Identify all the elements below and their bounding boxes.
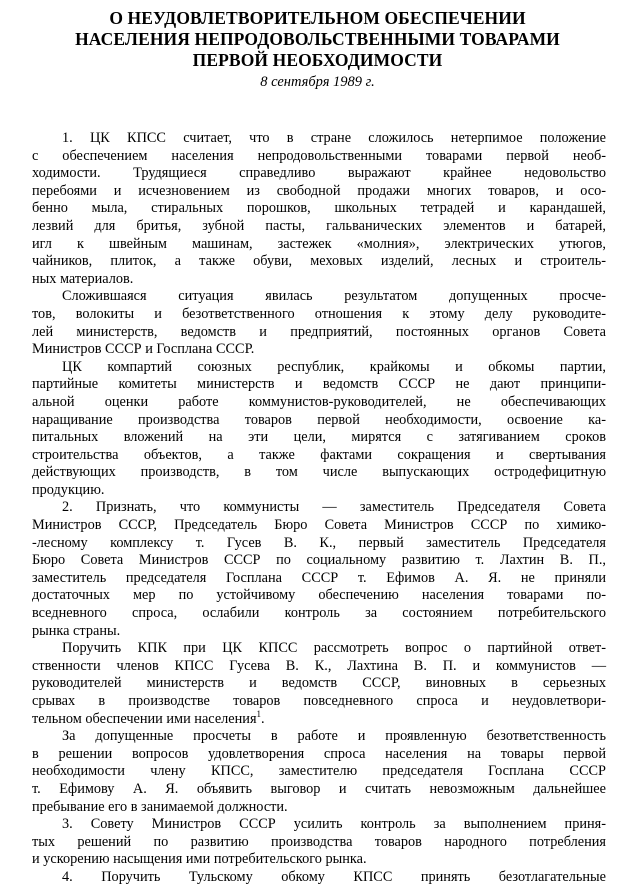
title-line: ПЕРВОЙ НЕОБХОДИМОСТИ xyxy=(192,50,443,70)
document-body xyxy=(32,130,606,887)
text-line: партийные комитеты министерств и ведомств СССР не дают принципи- xyxy=(32,376,606,393)
text-line: За допущенные просчеты в работе и проявленную безответственность xyxy=(62,728,606,745)
text-line: чайников, плиток, а также обуви, меховых изделий, лесных и строитель- xyxy=(32,253,606,270)
text-line: 2. Признать, что коммунисты — заместитель Председателя Совета xyxy=(62,499,606,516)
text-line: ЦК компартий союзных республик, крайкомы и обкомы партии, xyxy=(62,358,606,375)
text-line: продукцию. xyxy=(32,481,105,498)
footnote-mark: 1 xyxy=(256,708,262,719)
text-line: тов, волокиты и безответственного отношения к этому делу руководите- xyxy=(32,305,606,322)
text-line: 1. ЦК КПСС считает, что в стране сложилось нетерпимое положение xyxy=(62,130,606,146)
text-line: игл к швейным машинам, застежек «молния», электрических утюгов, xyxy=(32,235,606,252)
text-line: ных материалов. xyxy=(32,270,134,287)
text-line: лей министерств, ведомств и предприятий, постоянных органов Совета xyxy=(32,323,606,340)
text-line: срывах в производстве товаров повседневного спроса и неудовлетвори- xyxy=(32,693,606,709)
text-line: Сложившаяся ситуация явилась результатом допущенных просче- xyxy=(62,288,606,305)
text-line: и ускорению насыщения ими потребительского рынка. xyxy=(32,851,367,868)
text-line: вседневного спроса, ослабили контроль за состоянием потребительского xyxy=(32,605,606,622)
text-line: перебоями и исчезновением из свободной продажи многих товаров, и осо- xyxy=(32,182,606,199)
text-line: необходимости члену КПСС, заместителю председателя Госплана СССР xyxy=(32,763,606,780)
text-line: Министров СССР, Председатель Бюро Совета Министров СССР по химико- xyxy=(32,517,606,534)
text-line: с обеспечением населения непродовольственными товарами первой необ- xyxy=(32,147,606,164)
text-line: 3. Совету Министров СССР усилить контроль за выполнением приня- xyxy=(62,816,606,833)
text-line: пребывание его в занимаемой должности. xyxy=(32,798,288,815)
text-line: Поручить КПК при ЦК КПСС рассмотреть вопрос о партийной ответ- xyxy=(62,640,606,657)
text-line: строительства объектов, а также фактами сокращения и свертывания xyxy=(32,446,606,463)
title-line: НАСЕЛЕНИЯ НЕПРОДОВОЛЬСТВЕННЫМИ ТОВАРАМИ xyxy=(75,29,560,49)
text-line: действующих производств, в том числе выпускающих остродефицитную xyxy=(32,464,606,481)
text-line: Министров СССР и Госплана СССР. xyxy=(32,341,255,358)
document-date: 8 сентября 1989 г. xyxy=(260,74,375,90)
text-line: тых решений по развитию производства товаров народного потребления xyxy=(32,833,606,850)
text-line: 4. Поручить Тульскому обкому КПСС принять безотлагательные xyxy=(62,868,606,885)
title-line: О НЕУДОВЛЕТВОРИТЕЛЬНОМ ОБЕСПЕЧЕНИИ xyxy=(109,8,526,28)
text-line-content: тельном обеспечении ими населения xyxy=(32,710,257,727)
text-line: Бюро Совета Министров СССР по социальному развитию т. Лахтин В. П., xyxy=(32,552,606,569)
text-line: рынка страны. xyxy=(32,622,121,639)
text-line: т. Ефимову А. Я. объявить выговор и считать невозможным дальнейшее xyxy=(32,780,606,797)
text-line: в решении вопросов удовлетворения спроса населения на товары первой xyxy=(32,745,606,762)
text-line: -лесному комплексу т. Гусев В. К., первый заместитель Председателя xyxy=(32,534,606,551)
text-line: руководителей министерств и ведомств СССР, виновных в серьезных xyxy=(32,675,606,692)
text-line: альной оценки работе коммунистов-руководителей, не обеспечивающих xyxy=(32,393,606,410)
text-line: ственности членов КПСС Гусева В. К., Лахтина В. П. и коммунистов — xyxy=(32,657,606,674)
text-line: ходимости. Трудящиеся справедливо выражают крайнее недовольство xyxy=(32,165,606,182)
text-line: питальных вложений на эти цели, мирятся с затягиванием сроков xyxy=(32,429,606,446)
text-line-with-footnote: тельном обеспечении ими населения$^1$. xyxy=(32,708,265,727)
text-line: достаточных мер по устойчивому обеспечению населения товарами по- xyxy=(32,587,606,604)
text-line: заместитель председателя Госплана СССР т. Ефимов А. Я. не приняли xyxy=(32,569,606,586)
text-line: наращивание производства товаров первой необходимости, освоение ка- xyxy=(32,411,606,428)
document-title xyxy=(20,8,615,71)
text-line: лезвий для бритья, зубной пасты, гальванических элементов и батарей, xyxy=(32,217,606,234)
text-line: бенно мыла, стиральных порошков, школьных тетрадей и карандашей, xyxy=(32,200,606,217)
